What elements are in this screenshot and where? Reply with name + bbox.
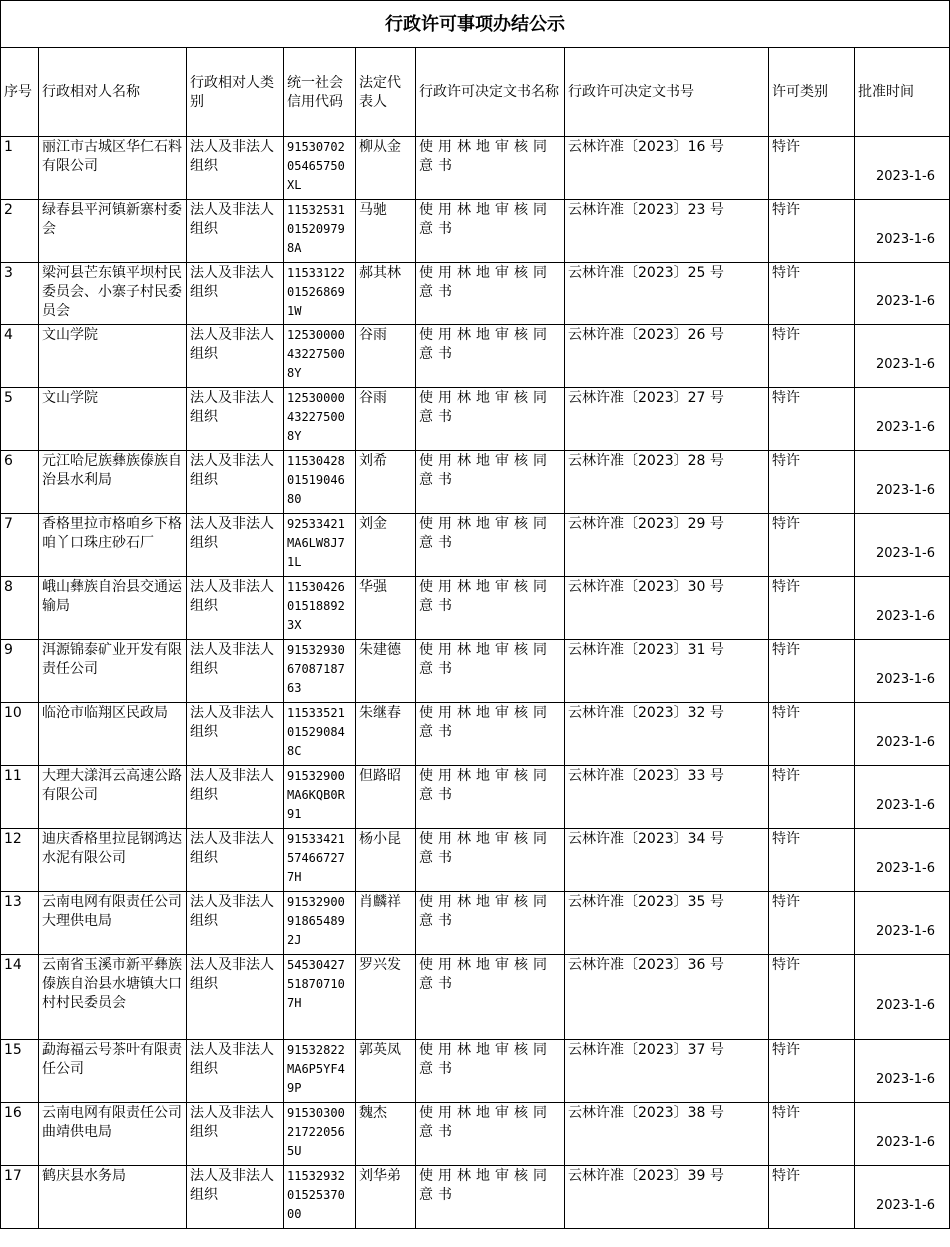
cell-credit-code: 11533521 01529084 8C [284, 703, 356, 766]
cell-legal-rep: 杨小昆 [356, 829, 416, 892]
cell-seq: 6 [1, 451, 39, 514]
cell-credit-code: 91532822 MA6P5YF4 9P [284, 1040, 356, 1103]
header-seq: 序号 [1, 48, 39, 137]
cell-credit-code: 91530300 21722056 5U [284, 1103, 356, 1166]
table-row [1, 892, 950, 955]
cell-approval-date: 2023-1-6 [855, 137, 950, 200]
cell-decision-name: 使用林地审核同意书 [416, 263, 565, 325]
cell-credit-code: 91532930 67087187 63 [284, 640, 356, 703]
cell-category: 法人及非法人组织 [187, 829, 284, 892]
cell-approval-date: 2023-1-6 [855, 263, 950, 325]
cell-permit-type: 特许 [769, 955, 855, 1040]
cell-legal-rep: 郝其林 [356, 263, 416, 325]
table-row [1, 1103, 950, 1166]
header-approval-date: 批准时间 [855, 48, 950, 137]
cell-name: 云南电网有限责任公司大理供电局 [39, 892, 187, 955]
cell-seq: 17 [1, 1166, 39, 1229]
cell-legal-rep: 马驰 [356, 200, 416, 263]
cell-legal-rep: 柳从金 [356, 137, 416, 200]
cell-legal-rep: 郭英凤 [356, 1040, 416, 1103]
table-row [1, 514, 950, 577]
cell-name: 绿春县平河镇新寨村委会 [39, 200, 187, 263]
cell-approval-date: 2023-1-6 [855, 200, 950, 263]
page-title: 行政许可事项办结公示 [1, 1, 950, 48]
cell-decision-name: 使用林地审核同意书 [416, 577, 565, 640]
cell-credit-code: 91532900 MA6KQB0R 91 [284, 766, 356, 829]
cell-name: 鹤庆县水务局 [39, 1166, 187, 1229]
cell-approval-date: 2023-1-6 [855, 388, 950, 451]
cell-seq: 7 [1, 514, 39, 577]
cell-decision-no: 云林许准〔2023〕25 号 [565, 263, 769, 325]
cell-name: 丽江市古城区华仁石料有限公司 [39, 137, 187, 200]
cell-legal-rep: 刘金 [356, 514, 416, 577]
cell-credit-code: 91533421 57466727 7H [284, 829, 356, 892]
cell-name: 文山学院 [39, 388, 187, 451]
cell-category: 法人及非法人组织 [187, 892, 284, 955]
cell-credit-code: 11530426 01518892 3X [284, 577, 356, 640]
cell-seq: 9 [1, 640, 39, 703]
cell-decision-name: 使用林地审核同意书 [416, 640, 565, 703]
cell-approval-date: 2023-1-6 [855, 892, 950, 955]
cell-permit-type: 特许 [769, 200, 855, 263]
cell-legal-rep: 但路昭 [356, 766, 416, 829]
cell-permit-type: 特许 [769, 703, 855, 766]
cell-seq: 2 [1, 200, 39, 263]
cell-decision-no: 云林许准〔2023〕29 号 [565, 514, 769, 577]
cell-seq: 14 [1, 955, 39, 1040]
cell-permit-type: 特许 [769, 451, 855, 514]
header-decision-name: 行政许可决定文书名称 [416, 48, 565, 137]
cell-seq: 1 [1, 137, 39, 200]
cell-decision-name: 使用林地审核同意书 [416, 829, 565, 892]
cell-approval-date: 2023-1-6 [855, 1040, 950, 1103]
table-row [1, 1040, 950, 1103]
cell-approval-date: 2023-1-6 [855, 514, 950, 577]
cell-legal-rep: 谷雨 [356, 325, 416, 388]
cell-permit-type: 特许 [769, 892, 855, 955]
table-row [1, 263, 950, 325]
table-row [1, 703, 950, 766]
table-header-row [1, 48, 950, 137]
cell-credit-code: 91532900 91865489 2J [284, 892, 356, 955]
cell-approval-date: 2023-1-6 [855, 766, 950, 829]
table-row [1, 388, 950, 451]
cell-name: 云南省玉溪市新平彝族傣族自治县水塘镇大口村村民委员会 [39, 955, 187, 1040]
cell-permit-type: 特许 [769, 1040, 855, 1103]
cell-permit-type: 特许 [769, 325, 855, 388]
cell-seq: 13 [1, 892, 39, 955]
cell-category: 法人及非法人组织 [187, 955, 284, 1040]
cell-permit-type: 特许 [769, 388, 855, 451]
cell-permit-type: 特许 [769, 514, 855, 577]
cell-decision-name: 使用林地审核同意书 [416, 1040, 565, 1103]
cell-permit-type: 特许 [769, 1103, 855, 1166]
cell-seq: 8 [1, 577, 39, 640]
cell-name: 临沧市临翔区民政局 [39, 703, 187, 766]
cell-approval-date: 2023-1-6 [855, 829, 950, 892]
cell-approval-date: 2023-1-6 [855, 1166, 950, 1229]
cell-seq: 11 [1, 766, 39, 829]
cell-decision-name: 使用林地审核同意书 [416, 1103, 565, 1166]
header-decision-no: 行政许可决定文书号 [565, 48, 769, 137]
cell-decision-no: 云林许准〔2023〕26 号 [565, 325, 769, 388]
cell-decision-name: 使用林地审核同意书 [416, 514, 565, 577]
table-row [1, 451, 950, 514]
cell-name: 云南电网有限责任公司曲靖供电局 [39, 1103, 187, 1166]
cell-approval-date: 2023-1-6 [855, 1103, 950, 1166]
cell-credit-code: 12530000 43227500 8Y [284, 325, 356, 388]
cell-credit-code: 11532531 01520979 8A [284, 200, 356, 263]
cell-legal-rep: 罗兴发 [356, 955, 416, 1040]
cell-category: 法人及非法人组织 [187, 1103, 284, 1166]
table-row [1, 577, 950, 640]
cell-seq: 12 [1, 829, 39, 892]
table-row [1, 200, 950, 263]
cell-approval-date: 2023-1-6 [855, 955, 950, 1040]
table-row [1, 1166, 950, 1229]
cell-category: 法人及非法人组织 [187, 1166, 284, 1229]
cell-category: 法人及非法人组织 [187, 1040, 284, 1103]
cell-legal-rep: 刘希 [356, 451, 416, 514]
cell-category: 法人及非法人组织 [187, 325, 284, 388]
cell-decision-no: 云林许准〔2023〕31 号 [565, 640, 769, 703]
cell-category: 法人及非法人组织 [187, 577, 284, 640]
header-name: 行政相对人名称 [39, 48, 187, 137]
cell-name: 元江哈尼族彝族傣族自治县水利局 [39, 451, 187, 514]
cell-category: 法人及非法人组织 [187, 200, 284, 263]
cell-decision-no: 云林许准〔2023〕27 号 [565, 388, 769, 451]
cell-legal-rep: 魏杰 [356, 1103, 416, 1166]
table-row [1, 325, 950, 388]
cell-permit-type: 特许 [769, 577, 855, 640]
cell-decision-no: 云林许准〔2023〕38 号 [565, 1103, 769, 1166]
cell-seq: 4 [1, 325, 39, 388]
cell-decision-name: 使用林地审核同意书 [416, 325, 565, 388]
cell-permit-type: 特许 [769, 640, 855, 703]
cell-name: 勐海福云号茶叶有限责任公司 [39, 1040, 187, 1103]
cell-decision-name: 使用林地审核同意书 [416, 892, 565, 955]
cell-seq: 3 [1, 263, 39, 325]
cell-decision-no: 云林许准〔2023〕36 号 [565, 955, 769, 1040]
table-row [1, 955, 950, 1040]
cell-permit-type: 特许 [769, 1166, 855, 1229]
cell-legal-rep: 朱继春 [356, 703, 416, 766]
cell-decision-no: 云林许准〔2023〕37 号 [565, 1040, 769, 1103]
cell-decision-no: 云林许准〔2023〕39 号 [565, 1166, 769, 1229]
cell-approval-date: 2023-1-6 [855, 703, 950, 766]
cell-legal-rep: 肖麟祥 [356, 892, 416, 955]
cell-name: 文山学院 [39, 325, 187, 388]
cell-decision-name: 使用林地审核同意书 [416, 703, 565, 766]
cell-legal-rep: 刘华弟 [356, 1166, 416, 1229]
cell-decision-no: 云林许准〔2023〕35 号 [565, 892, 769, 955]
cell-category: 法人及非法人组织 [187, 703, 284, 766]
cell-approval-date: 2023-1-6 [855, 640, 950, 703]
cell-decision-name: 使用林地审核同意书 [416, 766, 565, 829]
cell-permit-type: 特许 [769, 263, 855, 325]
cell-permit-type: 特许 [769, 766, 855, 829]
cell-decision-no: 云林许准〔2023〕34 号 [565, 829, 769, 892]
cell-decision-name: 使用林地审核同意书 [416, 388, 565, 451]
cell-approval-date: 2023-1-6 [855, 325, 950, 388]
cell-credit-code: 11532932 01525370 00 [284, 1166, 356, 1229]
cell-category: 法人及非法人组织 [187, 137, 284, 200]
cell-decision-name: 使用林地审核同意书 [416, 200, 565, 263]
cell-name: 峨山彝族自治县交通运输局 [39, 577, 187, 640]
cell-category: 法人及非法人组织 [187, 766, 284, 829]
cell-category: 法人及非法人组织 [187, 388, 284, 451]
cell-legal-rep: 华强 [356, 577, 416, 640]
cell-seq: 10 [1, 703, 39, 766]
cell-name: 大理大漾洱云高速公路有限公司 [39, 766, 187, 829]
table-row [1, 829, 950, 892]
cell-decision-no: 云林许准〔2023〕16 号 [565, 137, 769, 200]
cell-name: 洱源锦泰矿业开发有限责任公司 [39, 640, 187, 703]
cell-credit-code: 11530428 01519046 80 [284, 451, 356, 514]
cell-credit-code: 11533122 01526869 1W [284, 263, 356, 325]
cell-credit-code: 92533421 MA6LW8J7 1L [284, 514, 356, 577]
cell-decision-name: 使用林地审核同意书 [416, 955, 565, 1040]
table-row [1, 766, 950, 829]
cell-decision-no: 云林许准〔2023〕33 号 [565, 766, 769, 829]
cell-category: 法人及非法人组织 [187, 451, 284, 514]
cell-legal-rep: 朱建德 [356, 640, 416, 703]
header-category: 行政相对人类别 [187, 48, 284, 137]
header-permit-type: 许可类别 [769, 48, 855, 137]
header-credit-code: 统一社会信用代码 [284, 48, 356, 137]
cell-approval-date: 2023-1-6 [855, 451, 950, 514]
table-row [1, 640, 950, 703]
cell-category: 法人及非法人组织 [187, 640, 284, 703]
cell-decision-no: 云林许准〔2023〕30 号 [565, 577, 769, 640]
cell-legal-rep: 谷雨 [356, 388, 416, 451]
cell-credit-code: 12530000 43227500 8Y [284, 388, 356, 451]
cell-category: 法人及非法人组织 [187, 263, 284, 325]
cell-decision-no: 云林许准〔2023〕32 号 [565, 703, 769, 766]
cell-decision-name: 使用林地审核同意书 [416, 137, 565, 200]
cell-credit-code: 91530702 05465750 XL [284, 137, 356, 200]
cell-seq: 15 [1, 1040, 39, 1103]
cell-seq: 5 [1, 388, 39, 451]
cell-decision-no: 云林许准〔2023〕28 号 [565, 451, 769, 514]
cell-decision-no: 云林许准〔2023〕23 号 [565, 200, 769, 263]
cell-name: 香格里拉市格咱乡下格咱丫口珠庄砂石厂 [39, 514, 187, 577]
table-row [1, 137, 950, 200]
header-legal-rep: 法定代表人 [356, 48, 416, 137]
cell-decision-name: 使用林地审核同意书 [416, 1166, 565, 1229]
cell-decision-name: 使用林地审核同意书 [416, 451, 565, 514]
cell-name: 梁河县芒东镇平坝村民委员会、小寨子村民委员会 [39, 263, 187, 325]
cell-permit-type: 特许 [769, 829, 855, 892]
cell-credit-code: 54530427 51870710 7H [284, 955, 356, 1040]
cell-category: 法人及非法人组织 [187, 514, 284, 577]
cell-approval-date: 2023-1-6 [855, 577, 950, 640]
cell-permit-type: 特许 [769, 137, 855, 200]
cell-name: 迪庆香格里拉昆钢鸿达水泥有限公司 [39, 829, 187, 892]
cell-seq: 16 [1, 1103, 39, 1166]
